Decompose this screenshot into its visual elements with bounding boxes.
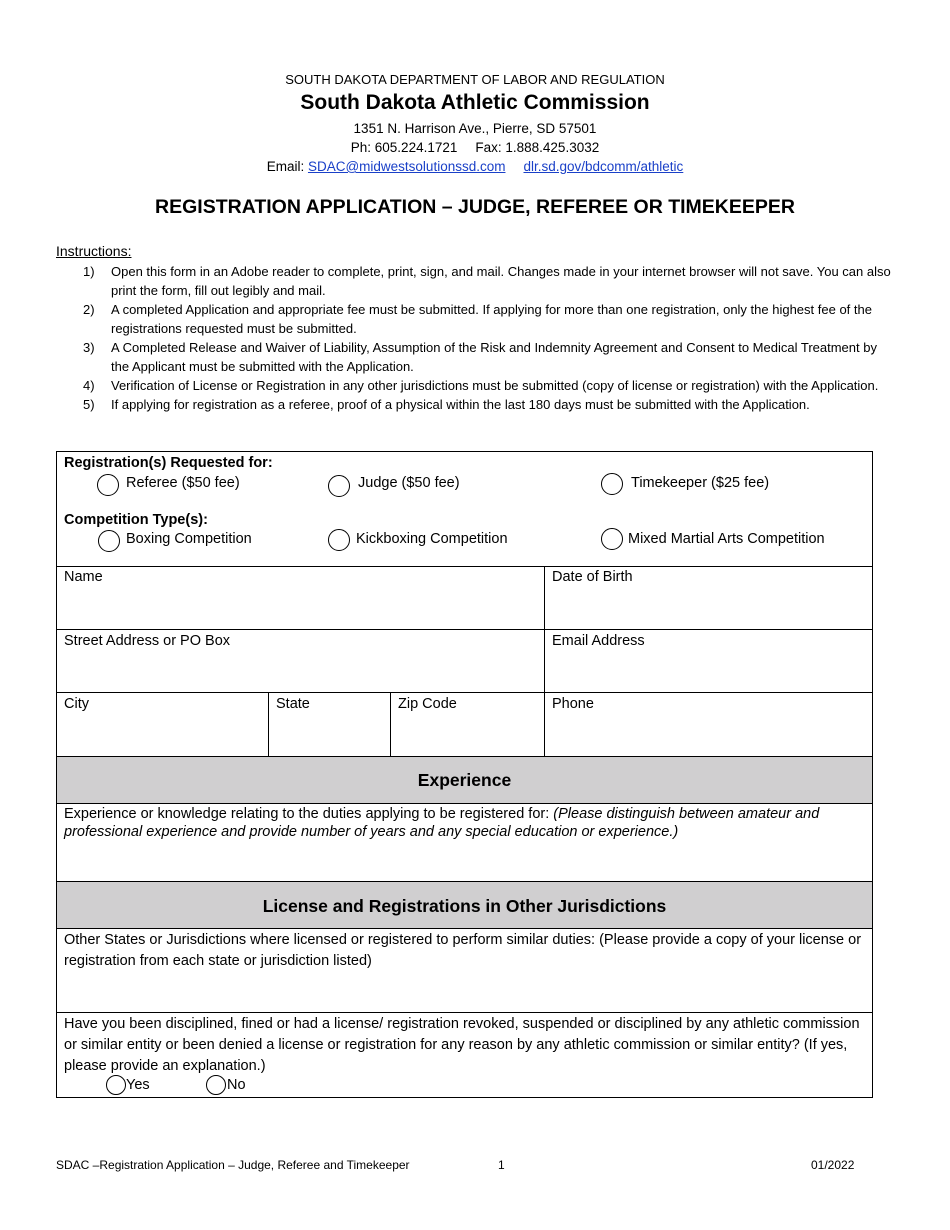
email-label: Email: xyxy=(266,159,308,174)
footer-doc-title: SDAC –Registration Application – Judge, Referee and Timekeeper xyxy=(56,1158,410,1172)
email-link[interactable]: SDAC@midwestsolutionssd.com xyxy=(307,159,506,174)
email-field-label: Email Address xyxy=(552,633,645,649)
discipline-question: Have you been disciplined, fined or had a license/ registration revoked, suspended or disciplined by any athletic commission or similar entity or been denied a license or registration for any reason by any athletic commission or similar entity? (If yes, please provide an explanation.) xyxy=(64,1016,860,1074)
footer-date: 01/2022 xyxy=(811,1158,855,1172)
instructions-list xyxy=(56,262,896,414)
application-form xyxy=(56,451,873,1098)
column-divider xyxy=(390,692,391,756)
row-divider xyxy=(57,803,872,804)
contact-links xyxy=(0,159,950,174)
row-divider xyxy=(57,1012,872,1013)
organization-name: South Dakota Athletic Commission xyxy=(300,91,650,114)
yes-option-label: Yes xyxy=(126,1077,150,1093)
contact-numbers xyxy=(0,140,950,155)
instruction-item: 2) A completed Application and appropriate fee must be submitted. If applying for more than one registration, only the highest fee of the registrations requested must be submitted. xyxy=(83,302,872,336)
instruction-item: 1) Open this form in an Adobe reader to complete, print, sign, and mail. Changes made in your internet browser will not save. You can also print the form, fill out legibly and mail. xyxy=(83,264,891,298)
judge-radio[interactable] xyxy=(328,475,350,497)
row-divider xyxy=(57,629,872,630)
competition-label: Competition Type(s): xyxy=(64,512,208,528)
referee-radio[interactable] xyxy=(97,474,119,496)
mailing-address: 1351 N. Harrison Ave., Pierre, SD 57501 xyxy=(353,121,597,136)
city-field-label: City xyxy=(64,696,89,712)
referee-option-label: Referee ($50 fee) xyxy=(126,475,240,491)
street-field-label: Street Address or PO Box xyxy=(64,633,231,649)
timekeeper-option-label: Timekeeper ($25 fee) xyxy=(631,475,770,491)
kickboxing-radio[interactable] xyxy=(328,529,350,551)
website-link[interactable]: dlr.sd.gov/bdcomm/athletic xyxy=(523,159,684,174)
timekeeper-radio[interactable] xyxy=(601,473,623,495)
jurisdictions-heading: License and Registrations in Other Jurisdictions xyxy=(57,882,872,928)
instructions-heading: Instructions: xyxy=(56,243,132,259)
footer-page-number: 1 xyxy=(498,1158,505,1172)
phone-number: Ph: 605.224.1721 xyxy=(350,140,458,155)
column-divider xyxy=(268,692,269,756)
state-field-label: State xyxy=(276,696,310,712)
kickboxing-option-label: Kickboxing Competition xyxy=(356,531,508,547)
row-divider xyxy=(57,928,872,929)
boxing-radio[interactable] xyxy=(98,530,120,552)
experience-prompt: Experience or knowledge relating to the duties applying to be registered for: (Please distinguish between amateur and professional experience and provide number of years and any special education or experience.) xyxy=(64,806,820,840)
instruction-item: 4) Verification of License or Registration in any other jurisdictions must be submitted (copy of license or registration) with the Application. xyxy=(83,378,879,393)
column-divider xyxy=(544,566,545,756)
fax-number: Fax: 1.888.425.3032 xyxy=(475,140,600,155)
instruction-item: 3) A Completed Release and Waiver of Liability, Assumption of the Risk and Indemnity Agreement and Consent to Medical Treatment by the Applicant must be submitted with the Application. xyxy=(83,340,877,374)
row-divider xyxy=(57,566,872,567)
jurisdictions-prompt: Other States or Jurisdictions where licensed or registered to perform similar duties: (Please provide a copy of your license or registration from each state or jurisdiction listed) xyxy=(64,932,862,969)
boxing-option-label: Boxing Competition xyxy=(126,531,252,547)
phone-field-label: Phone xyxy=(552,696,594,712)
name-field-label: Name xyxy=(64,569,103,585)
zip-field-label: Zip Code xyxy=(398,696,457,712)
mma-option-label: Mixed Martial Arts Competition xyxy=(628,531,825,547)
instruction-item: 5) If applying for registration as a referee, proof of a physical within the last 180 days must be submitted with the Application. xyxy=(83,397,810,412)
row-divider xyxy=(57,692,872,693)
department-name: SOUTH DAKOTA DEPARTMENT OF LABOR AND REGULATION xyxy=(285,72,665,87)
form-title: REGISTRATION APPLICATION – JUDGE, REFEREE OR TIMEKEEPER xyxy=(155,196,795,218)
mma-radio[interactable] xyxy=(601,528,623,550)
registration-label: Registration(s) Requested for: xyxy=(64,455,273,471)
dob-field-label: Date of Birth xyxy=(552,569,633,585)
no-radio[interactable] xyxy=(206,1075,226,1095)
yes-radio[interactable] xyxy=(106,1075,126,1095)
judge-option-label: Judge ($50 fee) xyxy=(358,475,460,491)
experience-heading: Experience xyxy=(57,757,872,803)
experience-note: (Please distinguish between amateur and professional experience and provide number of years and any special education or experience.) xyxy=(64,806,820,840)
no-option-label: No xyxy=(227,1077,246,1093)
